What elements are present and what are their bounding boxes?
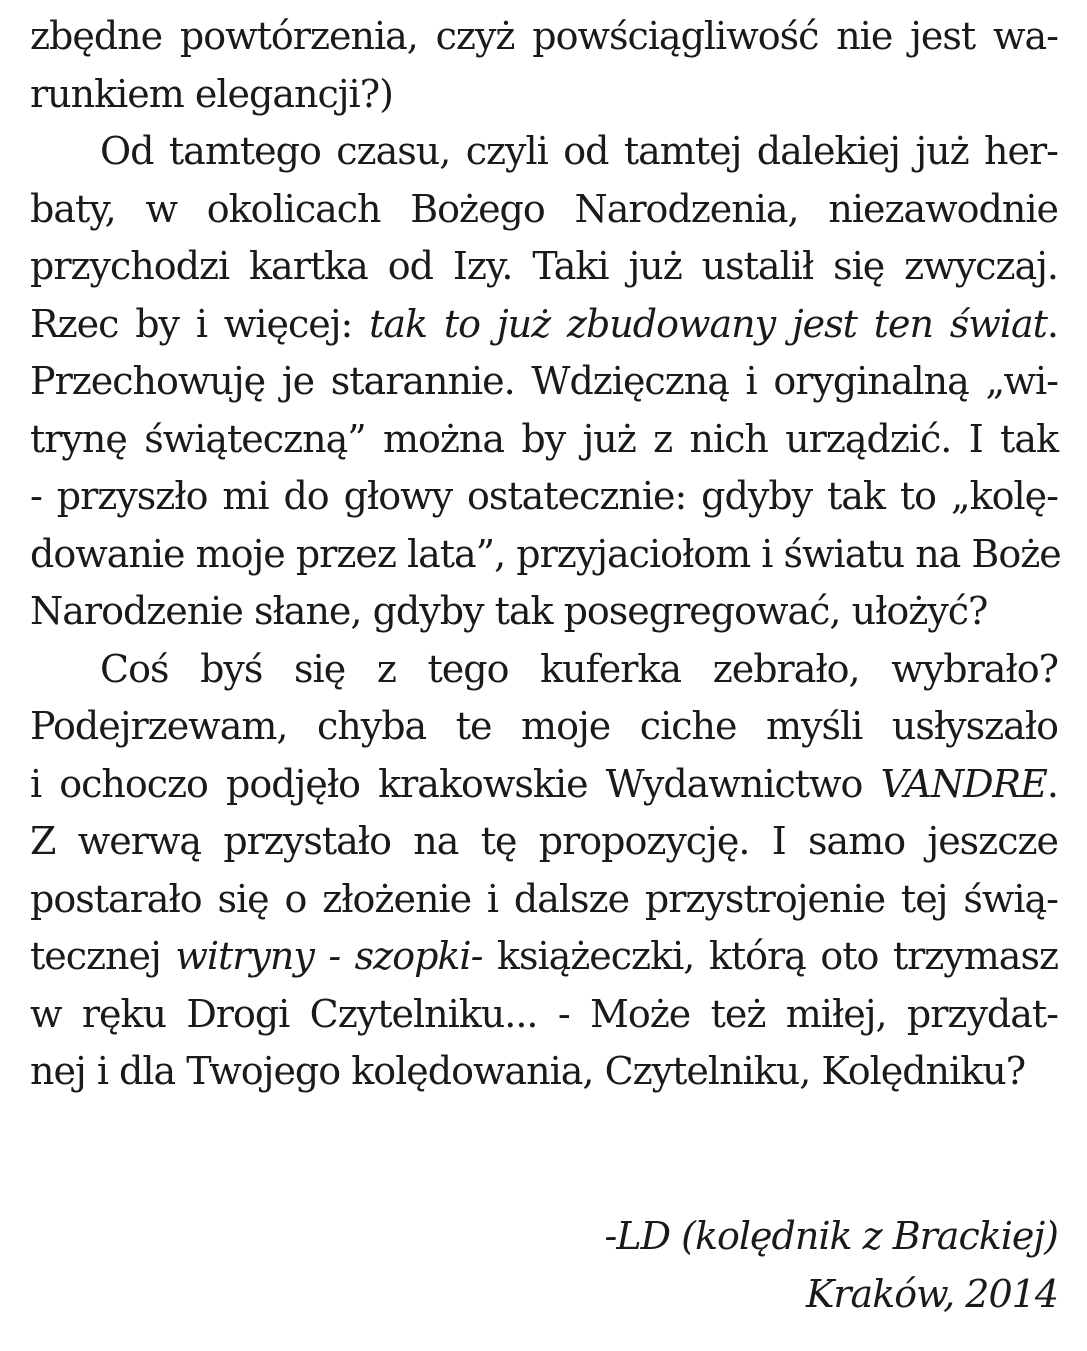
text-line bbox=[30, 641, 1058, 699]
text-line bbox=[30, 871, 1058, 929]
italic-text: VANDRE bbox=[880, 761, 1047, 806]
text-line bbox=[30, 928, 1058, 986]
text-run: Podejrzewam, chyba te moje ciche myśli usłyszało bbox=[30, 704, 1058, 748]
text-run: dowanie moje przez lata”, przyjaciołom i światu na Boże bbox=[30, 531, 1061, 576]
text-run: tecznej bbox=[30, 934, 176, 978]
text-line bbox=[30, 238, 1058, 296]
signature-block bbox=[605, 1208, 1058, 1323]
paragraph bbox=[30, 641, 1058, 1101]
text-run: runkiem elegancji?) bbox=[30, 71, 393, 116]
text-run: zbędne powtórzenia, czyż powściągliwość nie jest wa- bbox=[30, 14, 1058, 58]
text-run: Od tamtego czasu, czyli od tamtej dalekiej już her- bbox=[100, 129, 1058, 173]
text-line bbox=[30, 123, 1058, 181]
signature-place-date: Kraków, 2014 bbox=[806, 1271, 1058, 1316]
text-run: Coś byś się z tego kuferka zebrało, wybrało? bbox=[100, 646, 1058, 691]
text-line bbox=[30, 698, 1058, 756]
text-line bbox=[30, 296, 1058, 354]
text-run: w ręku Drogi Czytelniku... - Może też miłej, przydat- bbox=[30, 991, 1058, 1036]
text-run: . bbox=[1046, 301, 1058, 346]
text-line bbox=[30, 813, 1058, 871]
italic-text: witryny - szopki- bbox=[175, 934, 483, 978]
text-run: baty, w okolicach Bożego Narodzenia, niezawodnie bbox=[30, 186, 1058, 231]
text-line bbox=[30, 583, 1058, 641]
paragraph bbox=[30, 8, 1058, 123]
text-run: książeczki, którą oto trzymasz bbox=[482, 934, 1058, 978]
text-line bbox=[30, 411, 1058, 469]
text-run: Rzec by i więcej: bbox=[30, 301, 370, 346]
book-page-text bbox=[30, 8, 1061, 1101]
text-line bbox=[30, 1043, 1058, 1101]
text-line bbox=[30, 756, 1058, 814]
text-run: Narodzenie słane, gdyby tak posegregować, ułożyć? bbox=[30, 589, 988, 633]
text-line bbox=[30, 468, 1058, 526]
text-run: . bbox=[1046, 761, 1058, 806]
text-run: trynę świąteczną” można by już z nich urządzić. I tak bbox=[30, 416, 1058, 461]
text-run: postarało się o złożenie i dalsze przystrojenie tej świą- bbox=[30, 876, 1058, 921]
text-line bbox=[30, 181, 1058, 239]
italic-text: tak to już zbudowany jest ten świat bbox=[369, 301, 1047, 346]
text-run: Przechowuję je starannie. Wdzięczną i oryginalną „wi- bbox=[30, 359, 1058, 403]
text-run: nej i dla Twojego kolędowania, Czytelniku, Kolędniku? bbox=[30, 1049, 1026, 1093]
text-run: i ochoczo podjęło krakowskie Wydawnictwo bbox=[30, 761, 881, 806]
text-line bbox=[30, 526, 1061, 584]
text-run: Z werwą przystało na tę propozycję. I samo jeszcze bbox=[30, 819, 1058, 863]
text-line bbox=[30, 353, 1058, 411]
text-run: - przyszło mi do głowy ostatecznie: gdyby tak to „kolę- bbox=[30, 474, 1058, 518]
text-line bbox=[30, 66, 1058, 124]
text-line bbox=[30, 8, 1058, 66]
signature-author: -LD (kolędnik z Brackiej) bbox=[604, 1214, 1058, 1258]
text-line bbox=[30, 986, 1058, 1044]
paragraph bbox=[30, 123, 1061, 641]
text-run: przychodzi kartka od Izy. Taki już ustalił się zwyczaj. bbox=[30, 244, 1058, 288]
